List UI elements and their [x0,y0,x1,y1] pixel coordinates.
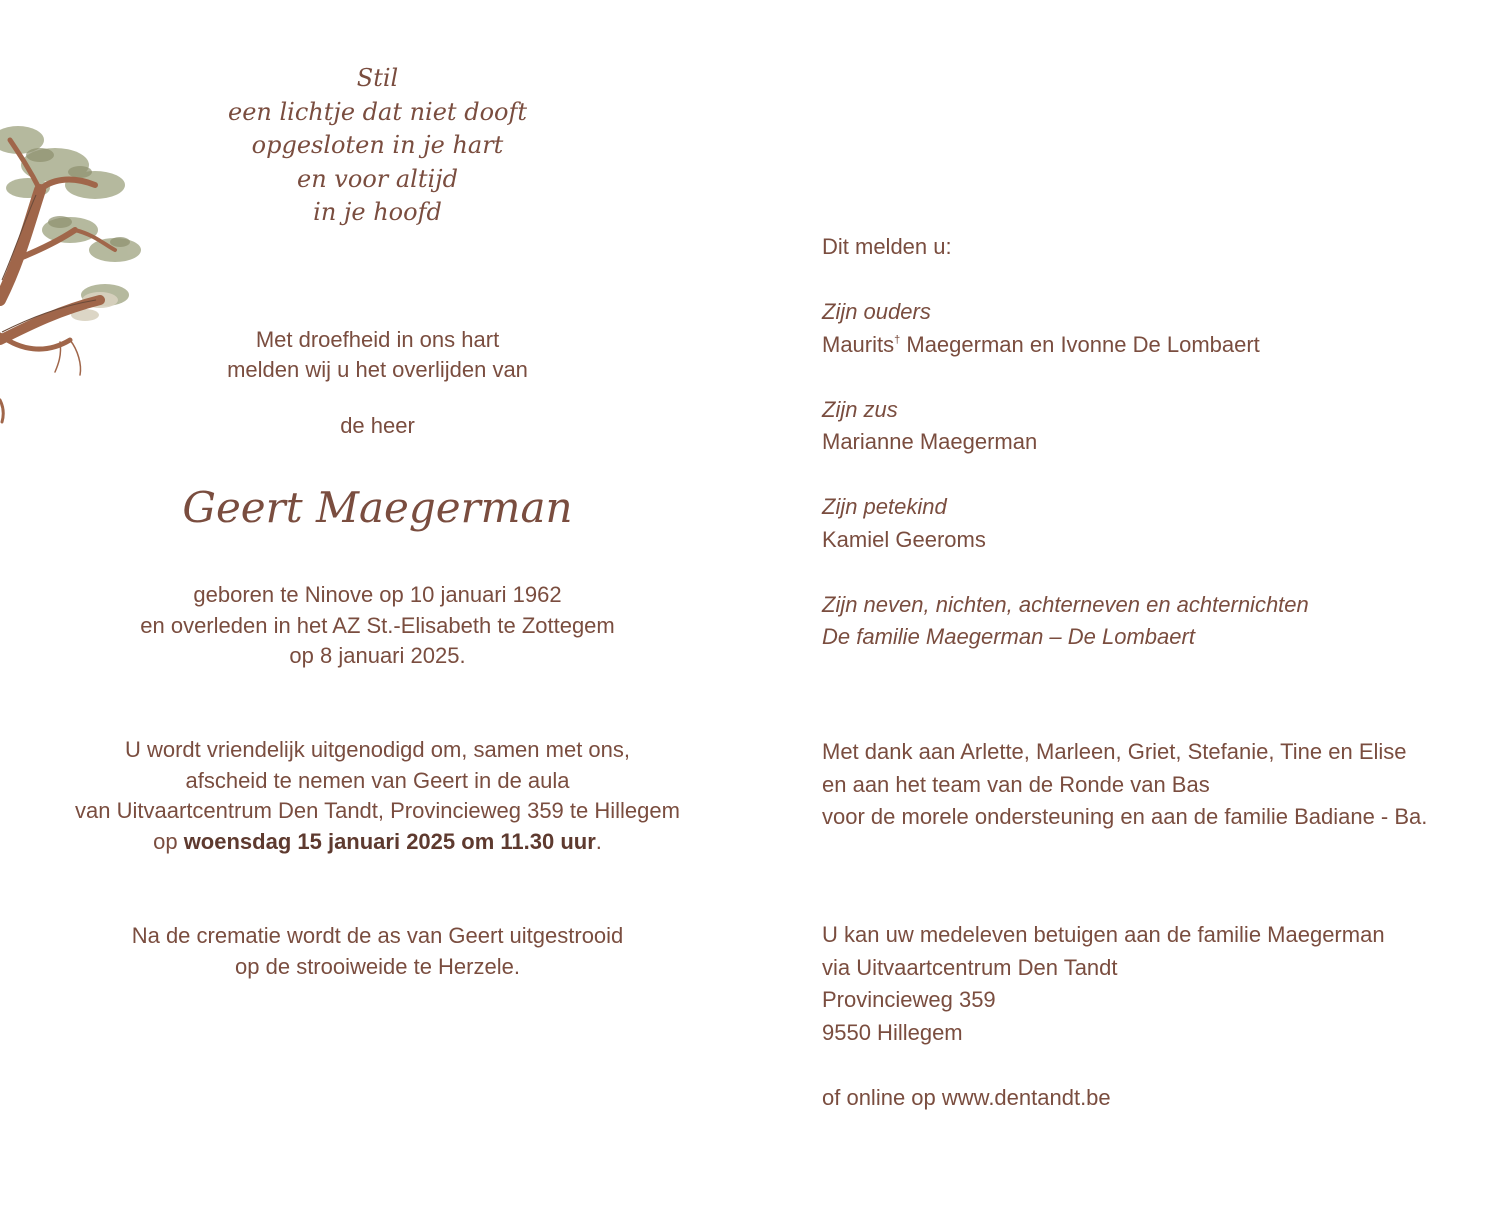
condolence-info [822,919,1502,1114]
thanks-note [822,736,1502,834]
invitation-date-line [40,827,715,858]
poem-line: een lichtje dat niet dooft [227,97,527,126]
birth-death-info [40,580,715,672]
poem-line: opgesloten in je hart [251,131,504,159]
thanks-line: voor de morele ondersteuning en aan de familie Badiane - Ba. [822,804,1428,829]
birth-line: geboren te Ninove op 10 januari 1962 [193,582,562,607]
family-relatives: Zijn neven, nichten, achterneven en achternichten [822,591,1309,617]
ceremony-datetime: woensdag 15 januari 2025 om 11.30 uur [183,828,596,854]
family-name: De familie Maegerman – De Lombaert [822,624,1195,649]
family-intro: Dit melden u: [822,234,952,259]
family-heading-godchild: Zijn petekind [822,494,947,519]
cremation-line: Na de crematie wordt de as van Geert uitgestrooid [131,923,624,948]
family-heading-parents: Zijn ouders [822,299,931,324]
family-godchild: Kamiel Geeroms [822,526,986,552]
death-line: en overleden in het AZ St.-Elisabeth te Zottegem [140,612,615,638]
father-name: Maurits [822,331,895,357]
invitation-line: U wordt vriendelijk uitgenodigd om, samen met ons, [124,737,631,762]
cremation-note [40,921,715,982]
honorific: de heer [340,413,415,438]
announcement [40,325,715,385]
condolence-city: 9550 Hillegem [822,1019,963,1045]
condolence-online: of online op www.dentandt.be [822,1084,1111,1110]
parents-rest: Maegerman en Ivonne De Lombaert [900,331,1260,357]
family-parents [822,329,1502,362]
invitation-line: van Uitvaartcentrum Den Tandt, Provincieweg 359 te Hillegem [75,798,680,823]
funeral-invitation [40,735,715,857]
invitation-date-prefix: op [153,828,184,854]
family-list [822,296,1502,654]
cremation-line: op de strooiweide te Herzele. [235,953,520,979]
thanks-line: en aan het team van de Ronde van Bas [822,771,1210,797]
condolence-line: U kan uw medeleven betuigen aan de familie Maegerman [822,922,1385,947]
poem-line: in je hoofd [313,198,442,226]
condolence-line: via Uitvaartcentrum Den Tandt [822,954,1118,980]
poem-line: en voor altijd [297,164,458,193]
family-sister: Marianne Maegerman [822,429,1038,454]
invitation-line: afscheid te nemen van Geert in de aula [185,767,570,793]
poem [40,62,715,230]
death-date-line: op 8 januari 2025. [289,643,466,668]
condolence-address: Provincieweg 359 [822,987,996,1012]
deceased-name: Geert Maegerman [182,483,573,532]
poem-line: Stil [356,64,399,92]
thanks-line: Met dank aan Arlette, Marleen, Griet, Stefanie, Tine en Elise [822,739,1407,764]
announcement-line: melden wij u het overlijden van [227,357,528,382]
family-heading-sister: Zijn zus [822,396,898,422]
announcement-line: Met droefheid in ons hart [255,327,500,352]
dagger-icon: † [894,333,901,346]
invitation-date-suffix: . [595,828,602,854]
